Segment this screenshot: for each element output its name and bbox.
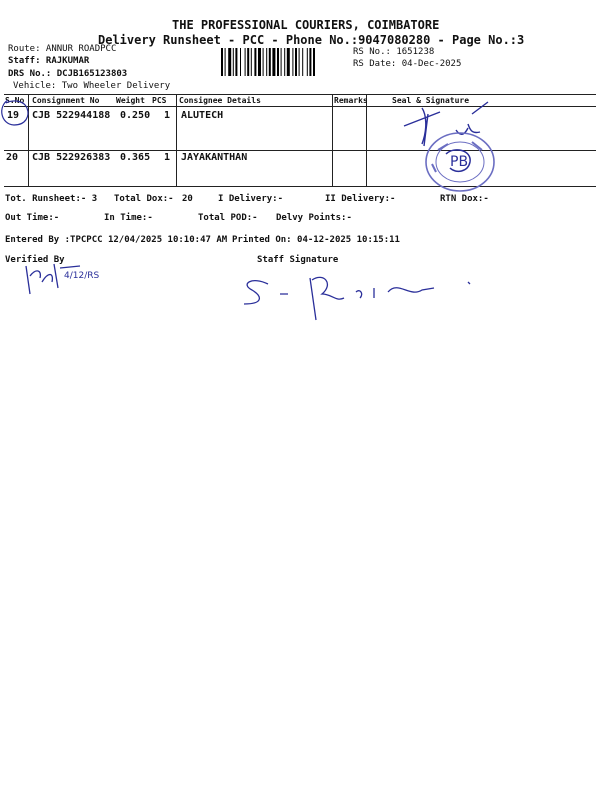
- delivery-stamp: [420, 128, 498, 196]
- delvy-points: Delvy Points:-: [276, 213, 352, 223]
- col-header-consignee: Consignee Details: [179, 96, 261, 105]
- staff-label: Staff: RAJKUMAR: [8, 56, 90, 66]
- ii-delivery: II Delivery:-: [325, 194, 396, 204]
- i-delivery: I Delivery:-: [218, 194, 284, 204]
- verifier-signature: [20, 258, 100, 302]
- row-pcs: 1: [164, 110, 171, 121]
- rs-date: RS Date: 04-Dec-2025: [353, 59, 462, 69]
- out-time: Out Time:-: [5, 213, 60, 223]
- col-header-sno: S.No: [5, 96, 25, 105]
- verified-by-label: Verified By: [5, 255, 65, 265]
- vehicle-label: Vehicle: Two Wheeler Delivery: [13, 81, 171, 91]
- row-consignee: ALUTECH: [181, 110, 224, 121]
- company-title: THE PROFESSIONAL COURIERS, COIMBATORE: [172, 18, 440, 32]
- svg-text:4/12/RS: 4/12/RS: [64, 271, 100, 281]
- total-pod: Total POD:-: [198, 213, 258, 223]
- col-header-seal: Seal & Signature: [392, 96, 470, 105]
- runsheet-subtitle: Delivery Runsheet - PCC - Phone No.:9047080280 - Page No.:3: [98, 33, 525, 47]
- route-label: Route: ANNUR ROADPCC: [8, 44, 117, 54]
- staff-signature: [238, 268, 478, 326]
- svg-text:PB: PB: [450, 154, 469, 170]
- row-pcs: 1: [164, 152, 171, 163]
- rtn-dox: RTN Dox:-: [440, 194, 489, 204]
- in-time: In Time:-: [104, 213, 153, 223]
- col-header-pcs: PCS: [152, 96, 167, 105]
- row-sno: 19: [7, 110, 20, 121]
- rs-number: RS No.: 1651238: [353, 47, 435, 57]
- drs-number: DRS No.: DCJB165123803: [8, 69, 128, 79]
- col-header-consignment: Consignment No: [32, 96, 100, 105]
- total-dox-label: Total Dox:-: [114, 194, 174, 204]
- printed-on: Printed On: 04-12-2025 10:15:11: [232, 235, 400, 245]
- total-dox-value: 20: [182, 194, 193, 204]
- staff-signature-label: Staff Signature: [257, 255, 339, 265]
- barcode-icon: [221, 48, 350, 76]
- tot-runsheet: Tot. Runsheet:- 3: [5, 194, 98, 204]
- sno-circle-mark: [0, 96, 40, 130]
- row-sno: 20: [6, 152, 19, 163]
- col-header-weight: Weight: [116, 96, 145, 105]
- row-consignment: CJB 522944188: [32, 110, 111, 121]
- row-weight: 0.250: [120, 110, 151, 121]
- row-consignment: CJB 522926383: [32, 152, 111, 163]
- entered-by: Entered By :TPCPCC 12/04/2025 10:10:47 AM: [5, 235, 228, 245]
- col-header-remarks: Remarks: [334, 96, 368, 105]
- row-weight: 0.365: [120, 152, 151, 163]
- row-consignee: JAYAKANTHAN: [181, 152, 248, 163]
